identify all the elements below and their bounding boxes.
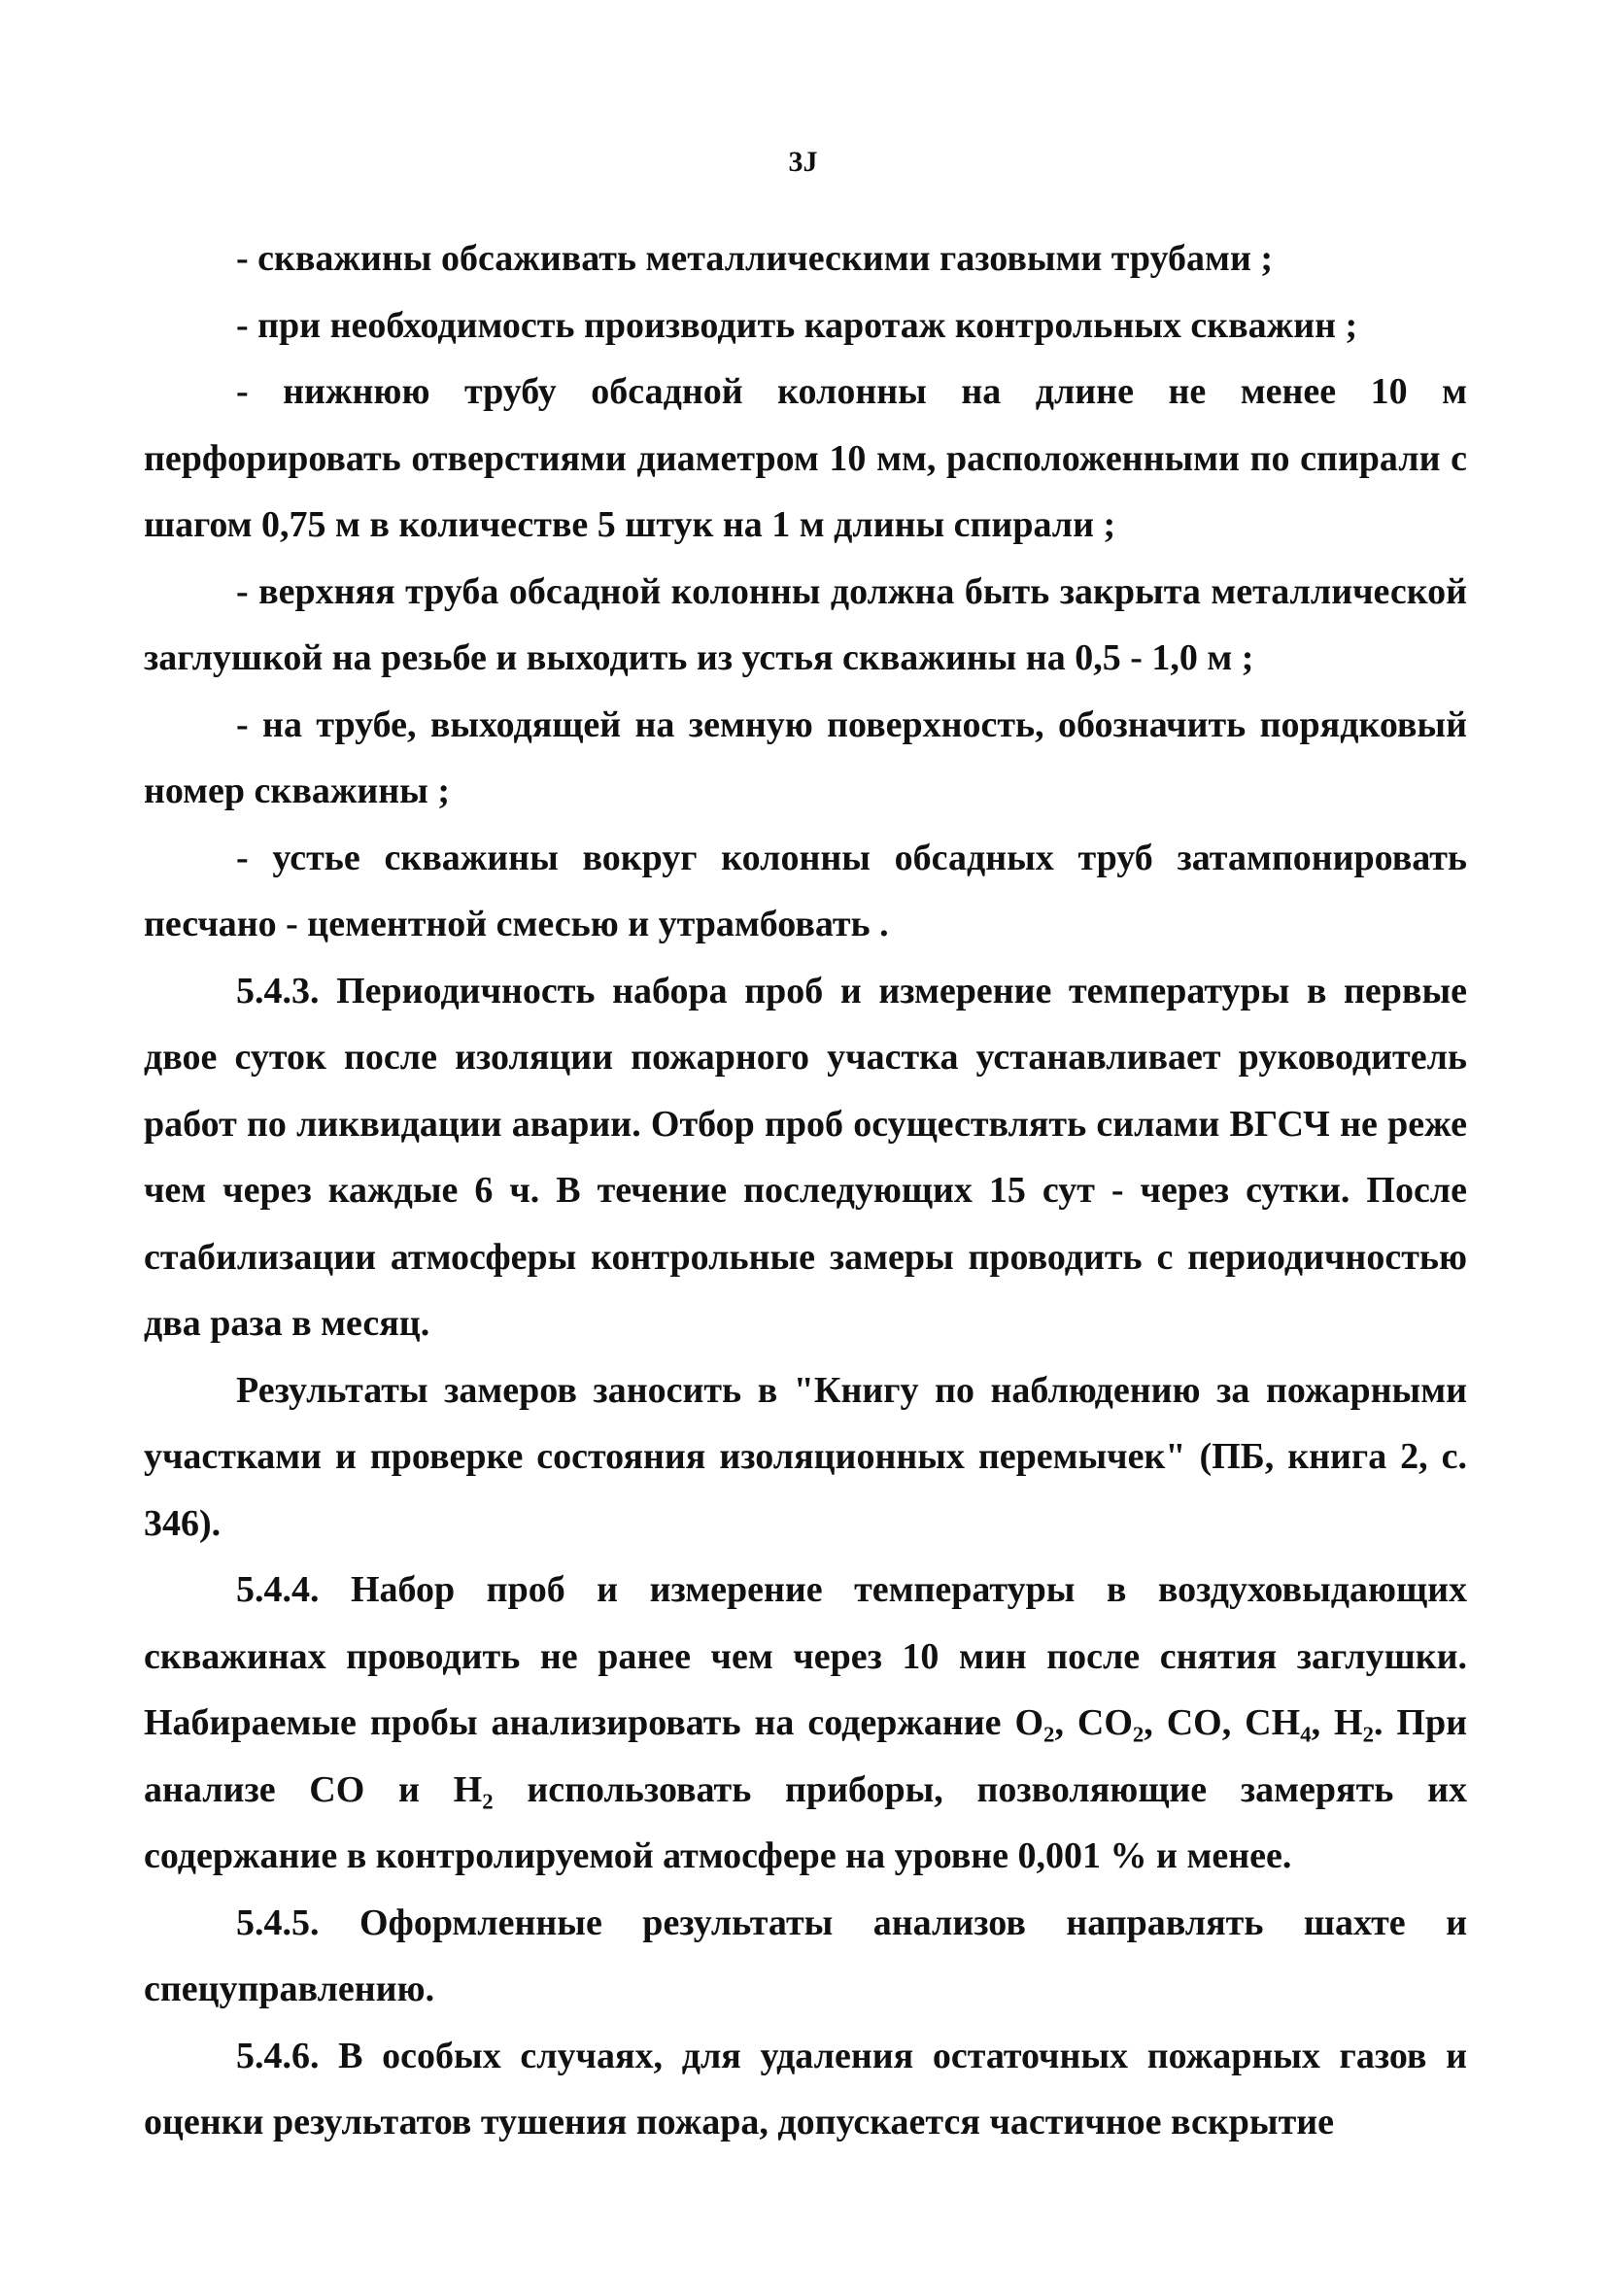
paragraph-5-4-5: 5.4.5. Оформленные результаты анализов направлять шахте и спецуправлению. [144,1902,1467,2009]
list-item-upper-pipe: - верхняя труба обсадной колонны должна быть закрыта металлической заглушкой на резьбе и выходить из устья скважины на 0,5 - 1,0 м ; [144,570,1467,678]
paragraph-results: Результаты замеров заносить в "Книгу по наблюдению за пожарными участками и проверке состояния изоляционных перемычек" (ПБ, книга 2, с. 346). [144,1369,1467,1544]
document-body [144,225,1467,2156]
list-item-lower-pipe: - нижнюю трубу обсадной колонны на длине не менее 10 м перфорировать отверстиями диаметром 10 мм, расположенными по спирали с шагом 0,75 м в количестве 5 штук на 1 м длины спирали ; [144,371,1467,545]
list-item-logging: - при необходимость производить каротаж контрольных скважин ; [236,304,1358,346]
list-item-well-mouth: - устье скважины вокруг колонны обсадных труб затампонировать песчано - цементной смесью и утрамбовать . [144,837,1467,944]
page-number: 3J [788,146,818,178]
list-item-casing: - скважины обсаживать металлическими газовыми трубами ; [236,238,1273,279]
paragraph-5-4-6: 5.4.6. В особых случаях, для удаления остаточных пожарных газов и оценки результатов тушения пожара, допускается частичное вскрытие [144,2035,1467,2142]
list-item-pipe-number: - на трубе, выходящей на земную поверхность, обозначить порядковый номер скважины ; [144,703,1467,811]
paragraph-5-4-4: 5.4.4. Набор проб и измерение температуры в воздуховыдающих скважинах проводить не ранее чем через 10 мин после снятия заглушки. Набираемые пробы анализировать на содержание O₂, CO₂, CO, CH₄, H₂. При анализе CO и H₂ использовать приборы, позволяющие замерять их содержание в контролируемой атмосфере на уровне 0,001 % и менее. [144,1569,1467,1876]
paragraph-5-4-3: 5.4.3. Периодичность набора проб и измерение температуры в первые двое суток после изоляции пожарного участка устанавливает руководитель работ по ликвидации аварии. Отбор проб осуществлять силами ВГСЧ не реже чем через каждые 6 ч. В течение последующих 15 сут - через сутки. После стабилизации атмосферы контрольные замеры проводить с периодичностью два раза в месяц. [144,970,1467,1344]
